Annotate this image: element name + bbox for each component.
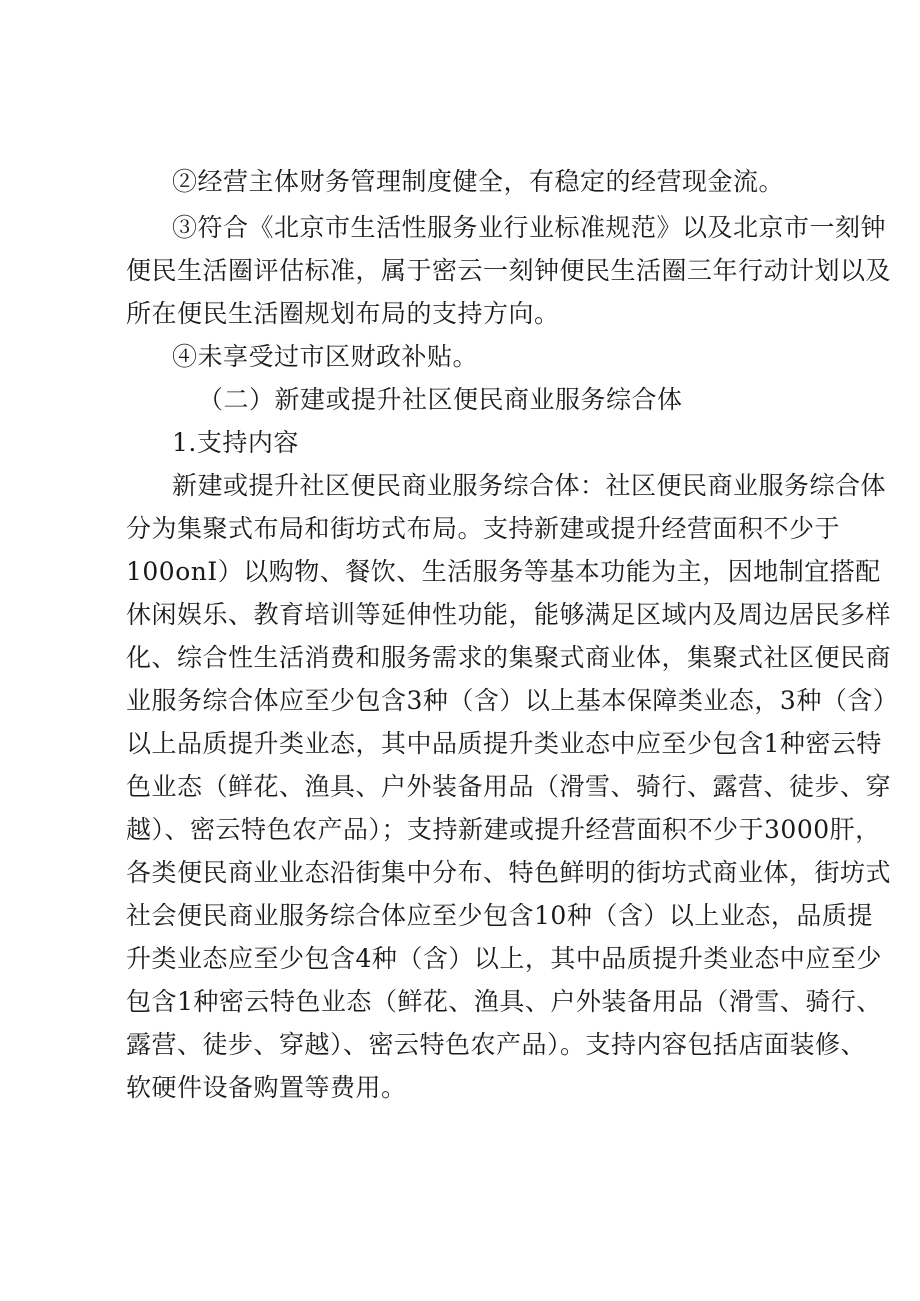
paragraph-item-3-line-1: ③符合《北京市生活性服务业行业标准规范》以及北京市一刻钟 — [172, 213, 887, 242]
body-line-10: 各类便民商业业态沿街集中分布、特色鲜明的街坊式商业体，街坊式 — [126, 858, 892, 887]
body-line-12: 升类业态应至少包含4种（含）以上，其中品质提升类业态中应至少 — [126, 944, 882, 973]
paragraph-item-4: ④未享受过市区财政补贴。 — [172, 342, 479, 371]
body-line-15: 软硬件设备购置等费用。 — [126, 1073, 407, 1102]
body-line-8: 色业态（鲜花、渔具、户外装备用品（滑雪、骑行、露营、徒步、穿 — [126, 772, 892, 801]
paragraph-item-3-line-3: 所在便民生活圈规划布局的支持方向。 — [126, 299, 560, 328]
body-line-9: 越）、密云特色农产品）；支持新建或提升经营面积不少于3000肝， — [126, 815, 881, 844]
paragraph-item-2: ②经营主体财务管理制度健全，有稳定的经营现金流。 — [172, 167, 785, 196]
body-line-5: 化、综合性生活消费和服务需求的集聚式商业体，集聚式社区便民商 — [126, 643, 892, 672]
body-line-1: 新建或提升社区便民商业服务综合体：社区便民商业服务综合体 — [172, 471, 887, 500]
body-line-14: 露营、徒步、穿越）、密云特色农产品）。支持内容包括店面装修、 — [126, 1030, 867, 1059]
body-line-6: 业服务综合体应至少包含3种（含）以上基本保障类业态，3种（含） — [126, 686, 899, 715]
body-line-3: 100onI）以购物、餐饮、生活服务等基本功能为主，因地制宜搭配 — [126, 557, 881, 586]
body-line-11: 社会便民商业服务综合体应至少包含10种（含）以上业态，品质提 — [126, 901, 873, 930]
body-line-13: 包含1种密云特色业态（鲜花、渔具、户外装备用品（滑雪、骑行、 — [126, 987, 882, 1016]
body-line-7: 以上品质提升类业态，其中品质提升类业态中应至少包含1种密云特 — [126, 729, 882, 758]
subsection-heading: 1.支持内容 — [172, 428, 299, 457]
body-line-2: 分为集聚式布局和街坊式布局。支持新建或提升经营面积不少于 — [126, 514, 841, 543]
section-heading: （二）新建或提升社区便民商业服务综合体 — [198, 385, 683, 414]
paragraph-item-3-line-2: 便民生活圈评估标准，属于密云一刻钟便民生活圈三年行动计划以及 — [126, 256, 892, 285]
body-line-4: 休闲娱乐、教育培训等延伸性功能，能够满足区域内及周边居民多样 — [126, 600, 892, 629]
